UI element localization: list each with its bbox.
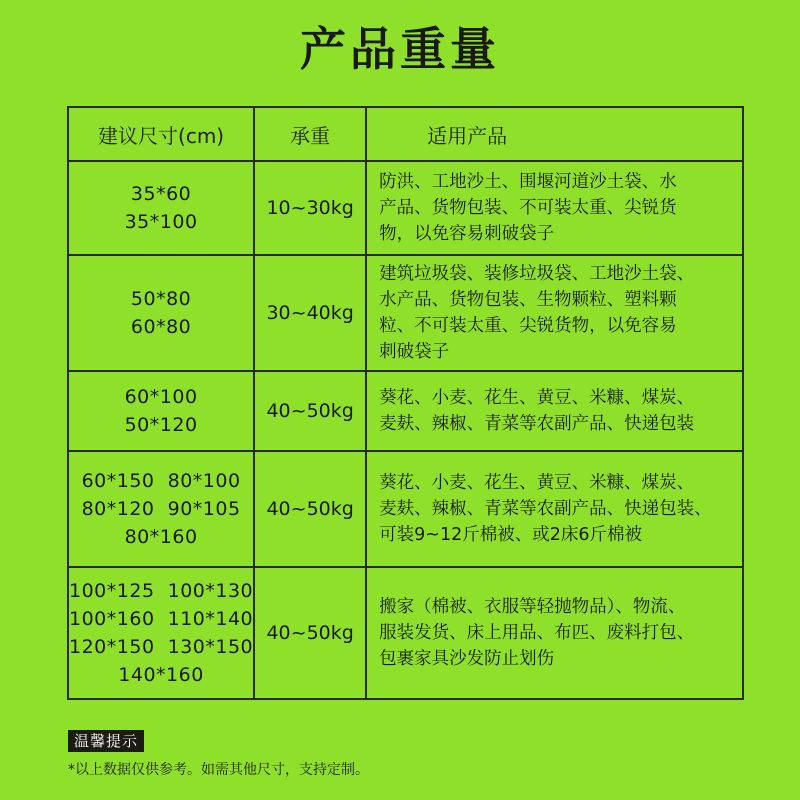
products-line: 防洪、工地沙土、围堰河道沙土袋、水 (379, 172, 677, 192)
products-cell (366, 567, 743, 699)
tip-badge: 温馨提示 (68, 730, 144, 752)
load-cell: 10~30kg (254, 161, 366, 255)
size-line: 60*80 (130, 316, 192, 338)
header-load: 承重 (254, 107, 366, 161)
products-line: 产品、货物包装、不可装太重、尖锐货 (379, 198, 677, 218)
products-line: 刺破袋子 (379, 342, 450, 362)
load-cell: 30~40kg (254, 255, 366, 371)
products-cell (366, 161, 743, 255)
products-line: 建筑垃圾袋、装修垃圾袋、工地沙土袋、 (379, 264, 695, 284)
products-line: 搬家（棉被、衣服等轻抛物品）、物流、 (379, 597, 686, 617)
table-row (68, 451, 743, 567)
size-line: 35*60 (130, 183, 192, 205)
size-line: 80*160 (124, 526, 198, 548)
size-line: 60*100 (124, 386, 198, 408)
footnote: *以上数据仅供参考。如需其他尺寸，支持定制。 (68, 762, 369, 778)
products-line: 麦麸、辣椒、青菜等农副产品、快递包装 (379, 414, 695, 434)
table-header-row (68, 107, 743, 161)
products-line: 麦麸、辣椒、青菜等农副产品、快递包装、 (379, 499, 712, 519)
products-line: 水产品、货物包装、生物颗粒、塑料颗 (379, 290, 677, 310)
table-row (68, 161, 743, 255)
size-line: 140*160 (118, 664, 204, 686)
header-size: 建议尺寸(cm) (68, 107, 254, 161)
products-line: 可装9~12斤棉被、或2床6斤棉被 (379, 525, 642, 545)
size-line: 50*80 (130, 288, 192, 310)
size-cell (68, 567, 254, 699)
load-cell: 40~50kg (254, 371, 366, 451)
products-cell (366, 451, 743, 567)
load-cell: 40~50kg (254, 567, 366, 699)
size-cell (68, 255, 254, 371)
size-line: 120*150 130*150 (69, 636, 254, 658)
products-line: 粒、不可装太重、尖锐货物，以免容易 (379, 316, 677, 336)
table-row (68, 371, 743, 451)
page-title: 产品重量 (300, 22, 500, 76)
products-line: 葵花、小麦、花生、黄豆、米糠、煤炭、 (379, 473, 695, 493)
products-line: 葵花、小麦、花生、黄豆、米糠、煤炭、 (379, 388, 695, 408)
size-cell (68, 451, 254, 567)
size-line: 50*120 (124, 414, 198, 436)
size-line: 80*120 90*105 (81, 498, 241, 520)
load-cell: 40~50kg (254, 451, 366, 567)
size-line: 35*100 (124, 211, 198, 233)
size-line: 60*150 80*100 (81, 470, 241, 492)
products-line: 包裹家具沙发防止划伤 (379, 649, 555, 669)
products-line: 服装发货、床上用品、布匹、废料打包、 (379, 623, 695, 643)
products-line: 物，以免容易刺破袋子 (379, 224, 555, 244)
products-cell (366, 371, 743, 451)
size-line: 100*160 110*140 (69, 608, 254, 630)
table-row (68, 255, 743, 371)
size-line: 100*125 100*130 (69, 580, 254, 602)
table-row (68, 567, 743, 699)
spec-table (67, 106, 744, 700)
size-cell (68, 161, 254, 255)
products-cell (366, 255, 743, 371)
size-cell (68, 371, 254, 451)
header-products: 适用产品 (366, 107, 743, 161)
